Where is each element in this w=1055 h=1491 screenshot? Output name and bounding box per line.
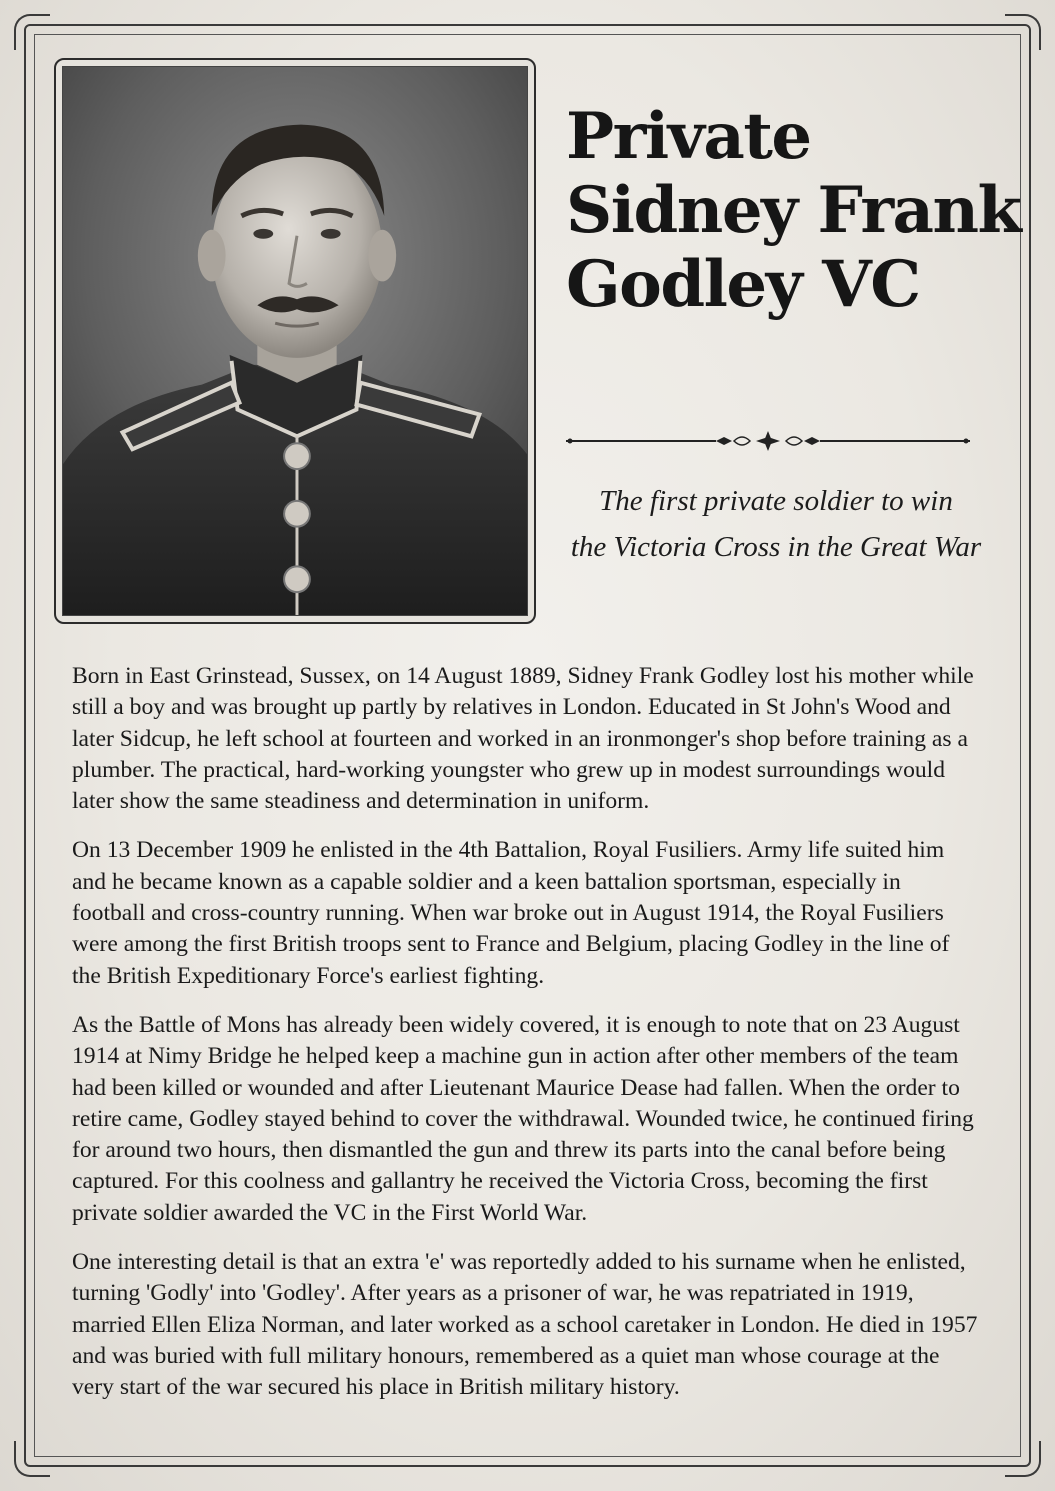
paragraph-early-life: Born in East Grinstead, Sussex, on 14 August 1889, Sidney Frank Godley lost his mother while still a boy and was brought up partly by relatives in London. Educated in St John's Wood and later Sidcup, he left school at fourteen and worked in an ironmonger's shop before training as a plumber. The practical, hard-working youngster who grew up in modest surroundings would later show the same steadiness and determination in uniform. bbox=[72, 663, 974, 815]
biography-text bbox=[72, 661, 978, 1422]
title-line-2: Sidney Frank bbox=[566, 173, 1021, 249]
page-title bbox=[566, 100, 1026, 323]
subtitle-line-1: The first private soldier to win bbox=[599, 485, 953, 517]
ornamental-divider bbox=[566, 430, 970, 452]
soldier-portrait-photo bbox=[62, 66, 528, 616]
corner-ornament-top-right bbox=[1005, 14, 1041, 50]
portrait-frame bbox=[54, 58, 536, 624]
flourish-divider-icon bbox=[566, 430, 970, 452]
paragraph-battle-of-mons: As the Battle of Mons has already been widely covered, it is enough to note that on 23 August 1914 at Nimy Bridge he helped keep a machine gun in action after other members of the team had been killed or wounded and after Lieutenant Maurice Dease had fallen. When the order to retire came, Godley stayed behind to cover the withdrawal. Wounded twice, he continued firing for around two hours, then dismantled the gun and threw its parts into the canal before being captured. For this coolness and gallantry he received the Victoria Cross, becoming the first private soldier awarded the VC in the First World War. bbox=[72, 1011, 974, 1226]
subtitle bbox=[546, 478, 1006, 570]
paragraph-enlistment: On 13 December 1909 he enlisted in the 4th Battalion, Royal Fusiliers. Army life suited him and he became known as a capable soldier and a keen battalion sportsman, especially in football and cross-country running. When war broke out in August 1914, the Royal Fusiliers were among the first British troops sent to France and Belgium, placing Godley in the line of the British Expeditionary Force's earliest fighting. bbox=[72, 837, 950, 989]
title-line-1: Private bbox=[566, 99, 811, 174]
title-line-3: Godley VC bbox=[566, 247, 920, 323]
corner-ornament-top-left bbox=[14, 14, 50, 50]
subtitle-line-2: the Victoria Cross in the Great War bbox=[570, 531, 982, 563]
corner-ornament-bottom-left bbox=[14, 1441, 50, 1477]
soldier-portrait-icon bbox=[63, 67, 527, 615]
paragraph-later-life: One interesting detail is that an extra 'e' was reportedly added to his surname when he enlisted, turning 'Godly' into 'Godley'. After years as a prisoner of war, he was repatriated in 1919, married Ellen Eliza Norman, and later worked as a school caretaker in London. He died in 1957 and was buried with full military honours, remembered as a quiet man whose courage at the very start of the war secured his place in British military history. bbox=[72, 1249, 978, 1401]
corner-ornament-bottom-right bbox=[1005, 1441, 1041, 1477]
